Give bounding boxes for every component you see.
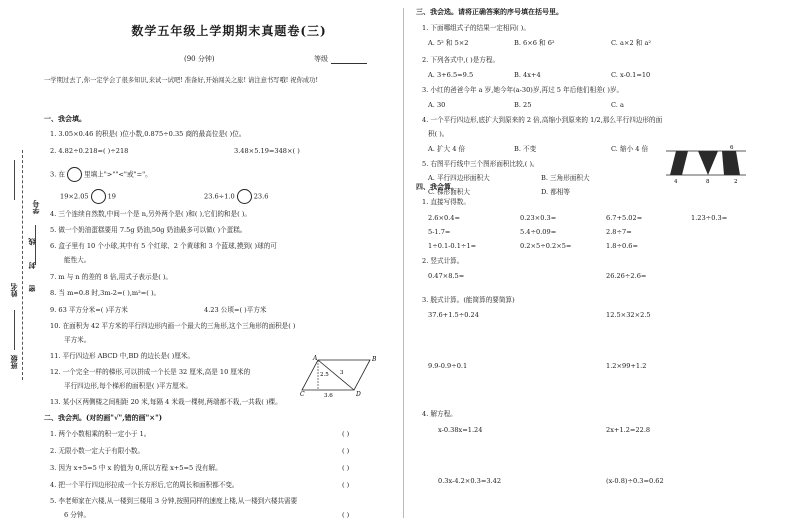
choice-q3-c: C. a [611,101,624,109]
judge-q5-answer[interactable]: ( ) [342,511,350,519]
seal-mark-xian: 线 [27,238,36,245]
compare-2-right: 23.6 [253,192,269,201]
choice-q5: 5. 右图平行线中三个图形面积比较,( )。 [422,160,539,168]
vertex-a-label: A [313,355,318,362]
compare-circle-icon [67,167,82,182]
judge-q4-answer[interactable]: ( ) [342,481,350,489]
choice-q2-b: B. 4x+4 [514,71,541,79]
base-8-label: 8 [706,179,710,185]
fill-q10a: 10. 在面积为 42 平方米的平行四边形内画一个最大的三角形,这个三角形的面积是( ) [50,322,296,330]
oral-r1-c2: 0.23×0.3= [520,214,557,222]
oral-r2-c3: 2.8÷7= [606,228,632,236]
judge-q2-answer[interactable]: ( ) [342,447,350,455]
choice-q4a: 4. 一个平行四边形,底扩大到原来的 2 倍,高缩小到原来的 1/2,那么平行四边形的面 [422,116,663,124]
name-label: 姓名 [9,283,18,297]
binding-margin [0,0,40,526]
choice-q1-b: B. 6×6 和 6² [514,39,555,47]
oral-r3-c3: 1.8÷0.6= [606,242,639,250]
choice-q1-c: C. a×2 和 a² [611,39,652,47]
equation-3: 0.3x-4.2×0.3=3.42 [438,477,502,485]
fill-q9a: 9. 63 平方分米=( )平方米 [50,306,128,314]
choice-q4b: 积( )。 [428,130,449,138]
fill-q3-lead: 3. 在 [50,170,65,179]
fill-q7: 7. m 与 n 的差的 8 倍,用式子表示是( )。 [50,273,173,281]
calc-part4: 4. 解方程。 [422,410,457,418]
choice-q5-c: C. 梯形面积大 [428,188,470,196]
class-blank [14,310,15,350]
compare-item-2 [204,189,268,204]
fill-q8: 8. 当 m=0.8 时,3m-2=( ),m²=( )。 [50,289,161,297]
equation-1: x-0.38x=1.24 [438,426,483,434]
judge-q5b: 6 分钟。 [64,511,91,519]
fill-q2a: 2. 4.82÷0.218=( )÷218 [50,147,129,155]
student-id-blank [35,225,36,265]
base-4-label: 4 [674,179,678,185]
oral-r1-c3: 6.7+5.02= [606,214,643,222]
seal-mark-feng: 封 [27,262,36,269]
fill-q12a: 12. 一个完全一样的梯形,可以拼成一个长是 32 厘米,高是 10 厘米的 [50,368,251,376]
oral-r2-c2: 5.4÷0.09= [520,228,557,236]
section-2-heading: 二、我会判。(对的画"√",错的画"×") [44,413,163,422]
vertical-calc-2: 26.26÷2.6= [606,272,647,280]
oral-r2-c1: 5-1.7= [428,228,451,236]
choice-q3-a: A. 30 [428,101,446,109]
choice-q5-d: D. 都相等 [541,188,571,196]
step-calc-4: 1.2×99+1.2 [606,362,647,370]
section-1-heading: 一、我会填。 [44,114,86,123]
choice-q1-a: A. 5² 和 5×2 [428,39,469,47]
choice-q2-c: C. x-0.1=10 [611,71,651,79]
fill-q3-tail: 里填上">""<"或"="。 [83,170,152,179]
height-label: 2.5 [320,372,329,378]
judge-q3-answer[interactable]: ( ) [342,464,350,472]
grade-blank[interactable] [331,57,367,64]
compare-1-left: 19×2.05 [60,192,89,201]
choice-q5-b: B. 三角形面积大 [541,174,590,182]
vertical-calc-1: 0.47×8.5= [428,272,465,280]
base-2-label: 2 [734,179,738,185]
fill-q12b: 平行四边形,每个梯形的面积是( )平方厘米。 [64,382,193,390]
section-3-heading: 三、我会选。请将正确答案的序号填在括号里。 [416,7,563,16]
choice-q5-a: A. 平行四边形面积大 [428,174,490,182]
calc-part2: 2. 竖式计算。 [422,257,464,265]
compare-2-left: 23.6÷1.0 [204,192,235,201]
name-blank [14,160,15,200]
oral-r3-c2: 0.2×5÷0.2×5= [520,242,572,250]
choice-q2-a: A. 3+6.5=9.5 [428,71,474,79]
parallelogram-figure [300,352,380,397]
page-title: 数学五年级上学期期末真题卷(三) [131,24,327,38]
judge-q5a: 5. 李老师家在六楼,从一楼到三楼用 3 分钟,按照同样的速度上楼,从一楼到六楼共需要 [50,497,298,505]
student-id-label: 学号 [31,200,40,214]
step-calc-2: 12.5×32×2.5 [606,311,651,319]
judge-q1: 1. 两个小数相乘的积一定小于 1。 [50,430,151,438]
fill-q13: 13. 某小区两侧楼之间相距 20 米,每隔 4 米栽一棵树,两端都不栽,一共栽( )棵。 [50,398,282,406]
vertex-d-label: D [356,391,361,397]
base-label: 3.6 [324,393,333,397]
fill-q2b: 3.48×5.19=348×( ) [234,147,300,155]
judge-q1-answer[interactable]: ( ) [342,430,350,438]
step-calc-1: 37.6+1.5÷0.24 [428,311,479,319]
judge-q4: 4. 把一个平行四边形拉成一个长方形后,它的周长和面积都不变。 [50,481,239,489]
shapes-between-parallels-figure [664,143,748,185]
oral-r1-c1: 2.6×0.4= [428,214,461,222]
choice-q4-b: B. 不变 [514,145,537,153]
grade-field [314,55,367,64]
choice-q4-c: C. 缩小 4 倍 [611,145,649,153]
choice-q1: 1. 下面哪组式子的结果一定相同( )。 [422,24,530,32]
fill-q6b: 能性大。 [64,256,91,264]
seal-mark-mi: 密 [27,285,36,292]
compare-1-right: 19 [107,192,116,201]
parallelogram-shape [670,151,688,175]
section-4-heading: 四、我会算。 [416,182,458,191]
oral-r1-c4: 1.23÷0.3= [691,214,728,222]
calc-part3: 3. 脱式计算。(能简算的要简算) [422,296,515,304]
judge-q2: 2. 无限小数一定大于有限小数。 [50,447,145,455]
seal-line [22,150,23,380]
fill-q11: 11. 平行四边形 ABCD 中,BD 的边长是( )厘米。 [50,352,195,360]
calc-part1: 1. 直接写得数。 [422,198,470,206]
judge-q3: 3. 因为 x+5=5 中 x 的值为 0,所以方程 x+5=5 没有解。 [50,464,222,472]
equation-2: 2x+1.2=22.8 [606,426,651,434]
step-calc-3: 9.9-0.9÷0.1 [428,362,468,370]
fill-q1: 1. 3.05×0.46 的积是( )位小数,0.875÷0.35 商的最高位是( )位。 [50,130,246,138]
compare-1-circle[interactable] [91,189,106,204]
fill-q9b: 4.23 公顷=( )平方米 [204,306,267,314]
vertex-c-label: C [300,391,305,397]
compare-2-circle[interactable] [237,189,252,204]
triangle-shape [698,151,718,175]
equation-4: (x-0.8)÷0.3=0.62 [606,477,664,485]
fill-q5: 5. 做一个奶油蛋糕要用 7.5g 奶油,50g 奶油最多可以做( )个蛋糕。 [50,226,247,234]
intro-text: 一学期过去了,你一定学会了很多知识,来试一试吧! 准备好,开始闯关之旅! 请注意书写哦! 祝你成功! [44,77,319,84]
choice-q4-a: A. 扩大 4 倍 [428,145,466,153]
column-divider [403,8,404,518]
class-label: 班级 [9,355,18,369]
trapezoid-shape [722,151,740,175]
fill-q6a: 6. 盒子里有 10 个小球,其中有 5 个红球、2 个黄球和 3 个蓝球,摸到( )球的可 [50,242,277,250]
diagonal-label: 3 [340,370,344,376]
choice-q3-b: B. 25 [514,101,532,109]
choice-q2: 2. 下列各式中,( )是方程。 [422,56,500,64]
fill-q10b: 平方米。 [64,336,91,344]
vertex-b-label: B [372,356,377,363]
exam-time: (90 分钟) [184,55,215,63]
top-length-label: 6 [730,145,734,151]
choice-q3: 3. 小红的爸爸今年 a 岁,她今年(a-30)岁,再过 5 年后他们相差( )岁。 [422,86,624,94]
compare-item-1 [60,189,116,204]
fill-q3 [50,167,152,182]
oral-r3-c1: 1÷0.1-0.1÷1= [428,242,477,250]
fill-q4: 4. 三个连续自然数,中间一个是 n,另外两个是( )和( ),它们的和是( )。 [50,210,251,218]
grade-label: 等级 [314,55,328,63]
